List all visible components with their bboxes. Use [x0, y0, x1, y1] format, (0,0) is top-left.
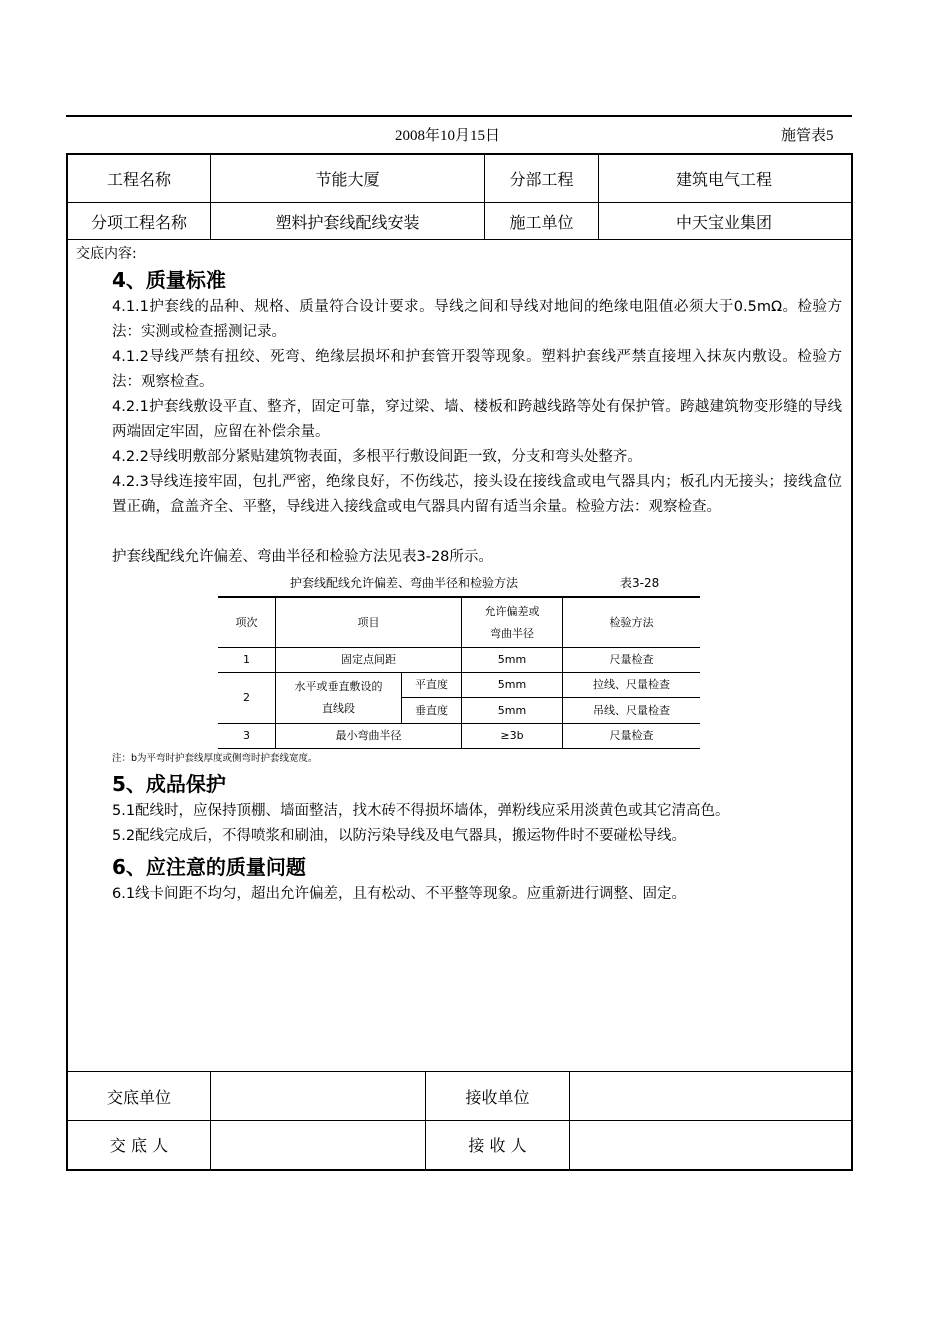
section4-p5: 4.2.3导线连接牢固，包扎严密，绝缘良好，不伤线芯，接头设在接线盒或电气器具内；板孔内无接头；接线盒位置正确，盒盖齐全、平整，导线进入接线盒或电气器具内留有适当余量。检验方法：观察检查。: [112, 474, 842, 515]
issuing-person-value: [211, 1121, 425, 1167]
subtable-r1-method: 尺量检查: [609, 653, 654, 666]
section4-p2: 4.1.2导线严禁有扭绞、死弯、绝缘层损坏和护套管开裂等现象。塑料护套线严禁直接埋入抹灰内敷设。检验方法：观察检查。: [112, 349, 842, 390]
subtable-head-no: 项次: [235, 615, 258, 629]
section4-p6: 护套线配线允许偏差、弯曲半径和检验方法见表3-28所示。: [112, 549, 493, 565]
section5-title: 5、成品保护: [112, 772, 226, 796]
subtable-r1-tolerance: 5mm: [497, 653, 527, 666]
receiving-person-label: 接 收 人: [468, 1135, 527, 1155]
content-label: 交底内容:: [76, 246, 137, 262]
section4-title: 4、质量标准: [112, 268, 226, 292]
subtable-head-tolerance-line2: 弯曲半径: [490, 626, 534, 640]
subtable-r3-item: 最小弯曲半径: [335, 729, 402, 742]
section6-title: 6、应注意的质量问题: [112, 855, 306, 879]
receiving-unit-label: 接收单位: [465, 1087, 530, 1107]
subtable-r2b-method: 吊线、尺量检查: [593, 703, 670, 717]
subtable-number: 表3-28: [620, 576, 660, 590]
subtable-r2-no: 2: [243, 691, 250, 704]
subtable-r2a-sub: 平直度: [415, 678, 448, 691]
section4-p4: 4.2.2导线明敷部分紧贴建筑物表面，多根平行敷设间距一致，分支和弯头处整齐。: [112, 449, 642, 465]
subtable-head-tolerance-line1: 允许偏差或: [484, 604, 540, 618]
division-value: 建筑电气工程: [675, 170, 772, 189]
subtable-r3-tolerance: ≥3b: [500, 729, 524, 742]
form-number: 施管表5: [781, 128, 834, 144]
subtable-note: 注：b为平弯时护套线厚度或侧弯时护套线宽度。: [112, 753, 318, 764]
division-label: 分部工程: [509, 170, 574, 189]
project-name-value: 节能大厦: [315, 170, 380, 189]
section5-p2: 5.2配线完成后，不得喷浆和刷油，以防污染导线及电气器具，搬运物件时不要碰松导线。: [112, 828, 687, 844]
subtable-r2a-method: 拉线、尺量检查: [593, 678, 670, 691]
subtable-r3-method: 尺量检查: [609, 729, 654, 742]
section4-p1: 4.1.1护套线的品种、规格、质量符合设计要求。导线之间和导线对地间的绝缘电阻值必须大于0.5mΩ。检验方法：实测或检查摇测记录。: [112, 299, 842, 340]
subtable-r3-no: 3: [243, 729, 250, 742]
document-date: 2008年10月15日: [395, 128, 501, 144]
subitem-value: 塑料护套线配线安装: [275, 212, 420, 232]
subtable-r2-item: [276, 673, 401, 723]
info-table-bottom: [66, 239, 851, 240]
subtable-caption: 护套线配线允许偏差、弯曲半径和检验方法: [290, 576, 519, 590]
section5-p1: 5.1配线时，应保持顶棚、墙面整洁，找木砖不得损坏墙体，弹粉线应采用淡黄色或其它清高色。: [112, 803, 730, 819]
section6-p1: 6.1线卡间距不均匀，超出允许偏差，且有松动、不平整等现象。应重新进行调整、固定。: [112, 886, 687, 902]
subtable-r1-no: 1: [243, 653, 250, 666]
subtable-r2a-tolerance: 5mm: [497, 678, 527, 691]
subtable-bottom-rule: [218, 748, 700, 749]
issuing-unit-label: 交底单位: [106, 1087, 171, 1107]
subtable-r1-item: 固定点间距: [341, 653, 396, 666]
issuing-person-label: 交 底 人: [109, 1135, 169, 1155]
subtable-head-tolerance: [462, 598, 562, 647]
subtable-head-method: 检验方法: [609, 615, 654, 629]
subtable-head-item: 项目: [357, 615, 380, 629]
tolerance-table: [218, 596, 700, 749]
section4-p3: 4.2.1护套线敷设平直、整齐，固定可靠，穿过梁、墙、楼板和跨越线路等处有保护管。跨越建筑物变形缝的导线两端固定牢固，应留在补偿余量。: [112, 399, 842, 440]
receiving-unit-value: [570, 1072, 849, 1120]
project-name-label: 工程名称: [106, 170, 171, 189]
header-rule: [66, 115, 852, 117]
subtable-r2b-tolerance: 5mm: [497, 703, 527, 717]
contractor-label: 施工单位: [509, 212, 574, 232]
subtable-r2-item-line2: 直线段: [322, 702, 355, 715]
receiving-person-value: [570, 1121, 849, 1167]
subtable-r2-item-line1: 水平或垂直敷设的: [294, 680, 383, 693]
contractor-value: 中天宝业集团: [675, 212, 772, 232]
issuing-unit-value: [211, 1072, 425, 1120]
subitem-label: 分项工程名称: [90, 212, 187, 232]
subtable-r2b-sub: 垂直度: [415, 703, 448, 717]
